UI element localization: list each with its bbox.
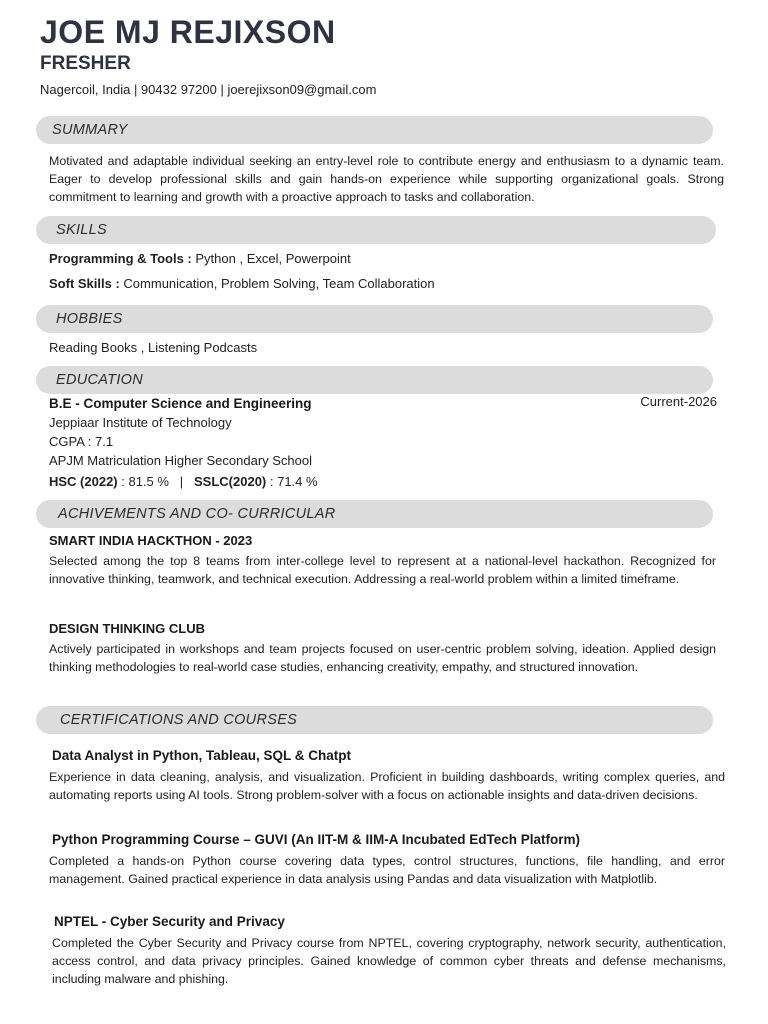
education-school: APJM Matriculation Higher Secondary School [49,453,313,468]
achievement-text: Actively participated in workshops and team projects focused on user-centric problem solving, ideation. Applied design thinking methodologies to real-world case studies, enhancing creativity, empathy, and structured innovation. [49,642,716,674]
programming-skills-line [49,251,351,266]
certification-heading: Python Programming Course – GUVI (An IIT-M & IIM-A Incubated EdTech Platform) [52,832,581,847]
education-degree: B.E - Computer Science and Engineering [49,396,312,411]
soft-skills-label: Soft Skills : [49,276,120,291]
education-date: Current-2026 [640,394,717,409]
education-title: EDUCATION [56,372,144,388]
certification-text: Experience in data cleaning, analysis, and visualization. Proficient in building dashboards, writing complex queries, and automating reports using AI tools. Strong problem-solver with a focus on actionable insights and data-driven decisions. [49,770,725,802]
contact-info: Nagercoil, India | 90432 97200 | joerejixson09@gmail.com [40,82,377,97]
hsc-label: HSC (2022) [49,474,118,489]
hobbies-title: HOBBIES [56,311,123,327]
certifications-section-header [36,706,713,734]
certifications-title: CERTIFICATIONS AND COURSES [60,712,298,728]
education-cgpa: CGPA : 7.1 [49,434,114,449]
achievement-heading: SMART INDIA HACKTHON - 2023 [49,533,253,548]
candidate-name: JOE MJ REJIXSON [40,14,336,50]
summary-text: Motivated and adaptable individual seeking an entry-level role to contribute energy and enthusiasm to a dynamic team. Eager to develop professional skills and gain hands-on experience while supporting organizational goals. Strong commitment to learning and growth with a proactive approach to tasks and collaboration. [49,154,724,204]
achievements-section-header [36,500,713,528]
programming-skills-value: Python , Excel, Powerpoint [195,251,351,266]
achievement-text: Selected among the top 8 teams from inter-college level to represent at a national-level hackathon. Recognized for innovative thinking, teamwork, and technical execution. Addressing a real-world problem within a limited timeframe. [49,554,716,586]
candidate-role: FRESHER [40,53,131,74]
summary-title: SUMMARY [52,122,128,138]
hsc-value: : 81.5 % | [117,474,194,489]
sslc-label: SSLC(2020) [194,474,267,489]
skills-section-header [36,216,716,244]
summary-section-header [36,116,713,144]
achievement-heading: DESIGN THINKING CLUB [49,621,205,636]
certification-text: Completed a hands-on Python course covering data types, control structures, functions, file handling, and error management. Gained practical experience in data analysis using Pandas and data visualization with Matplotlib. [49,854,725,886]
education-section-header [36,366,713,394]
certification-text: Completed the Cyber Security and Privacy course from NPTEL, covering cryptography, network security, authentication, access control, and data privacy principles. Gained knowledge of common cyber threats and defense mechanisms, including malware and phishing. [52,936,726,986]
certification-heading: NPTEL - Cyber Security and Privacy [54,914,285,929]
sslc-value: : 71.4 % [266,474,318,489]
soft-skills-line [49,276,435,291]
programming-skills-label: Programming & Tools : [49,251,192,266]
hobbies-text: Reading Books , Listening Podcasts [49,340,258,355]
certification-heading: Data Analyst in Python, Tableau, SQL & Chatpt [52,748,352,763]
soft-skills-value: Communication, Problem Solving, Team Collaboration [123,276,435,291]
education-college: Jeppiaar Institute of Technology [49,415,232,430]
education-scores [49,474,318,489]
hobbies-section-header [36,305,713,333]
skills-title: SKILLS [56,222,107,238]
achievements-title: ACHIVEMENTS AND CO- CURRICULAR [58,506,336,522]
